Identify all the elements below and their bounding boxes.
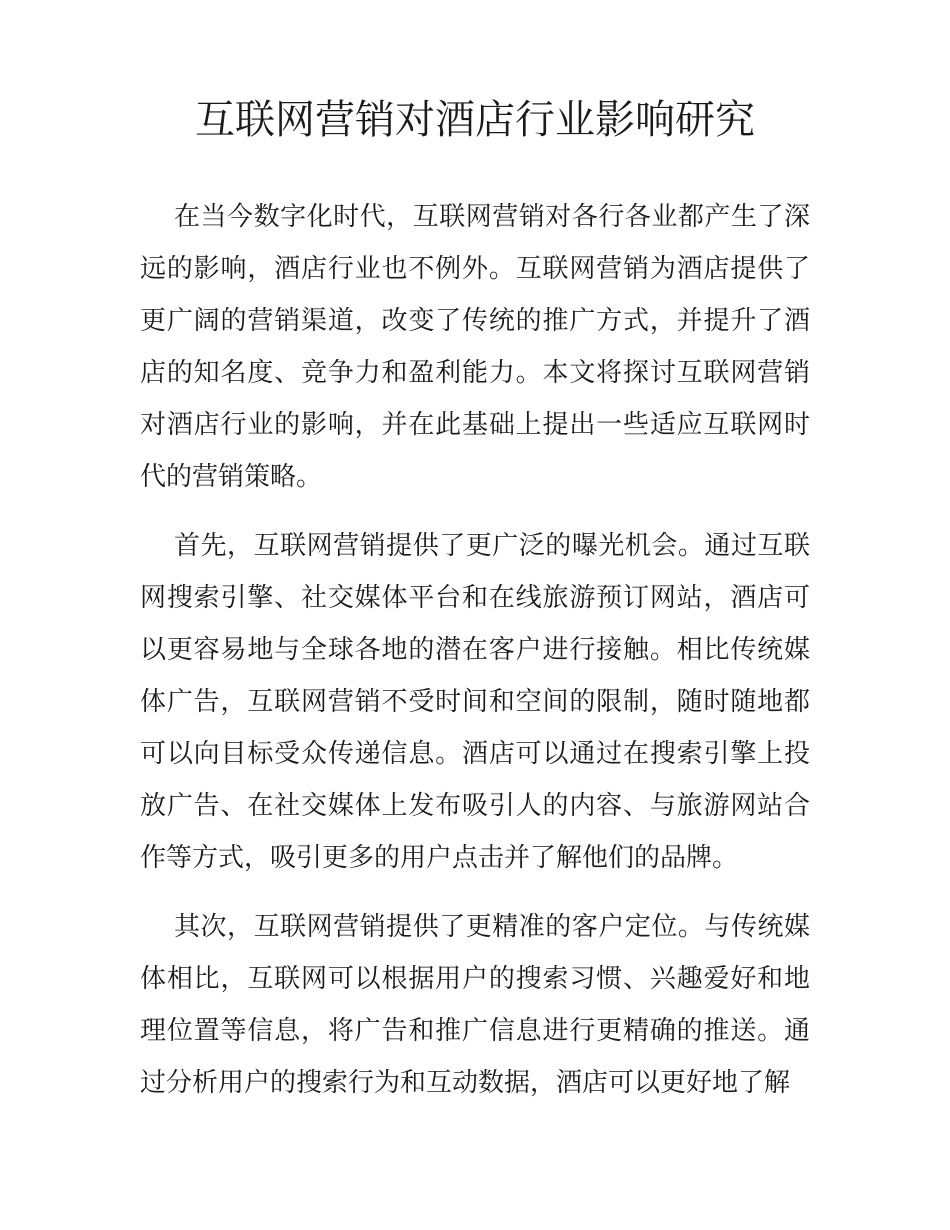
paragraph-exposure: 首先，互联网营销提供了更广泛的曝光机会。通过互联网搜索引擎、社交媒体平台和在线旅游预订网站，酒店可以更容易地与全球各地的潜在客户进行接触。相比传统媒体广告，互联网营销不受时间和空间的限制，随时随地都可以向目标受众传递信息。酒店可以通过在搜索引擎上投放广告、在社交媒体上发布吸引人的内容、与旅游网站合作等方式，吸引更多的用户点击并了解他们的品牌。 — [140, 531, 810, 873]
document-title: 互联网营销对酒店行业影响研究 — [195, 97, 755, 143]
paragraph-intro: 在当今数字化时代，互联网营销对各行各业都产生了深远的影响，酒店行业也不例外。互联网营销为酒店提供了更广阔的营销渠道，改变了传统的推广方式，并提升了酒店的知名度、竞争力和盈利能力。本文将探讨互联网营销对酒店行业的影响，并在此基础上提出一些适应互联网时代的营销策略。 — [140, 202, 810, 492]
document-body — [140, 191, 810, 1126]
paragraph-targeting: 其次，互联网营销提供了更精准的客户定位。与传统媒体相比，互联网可以根据用户的搜索习惯、兴趣爱好和地理位置等信息，将广告和推广信息进行更精确的推送。通过分析用户的搜索行为和互动数据，酒店可以更好地了解 — [140, 912, 810, 1098]
